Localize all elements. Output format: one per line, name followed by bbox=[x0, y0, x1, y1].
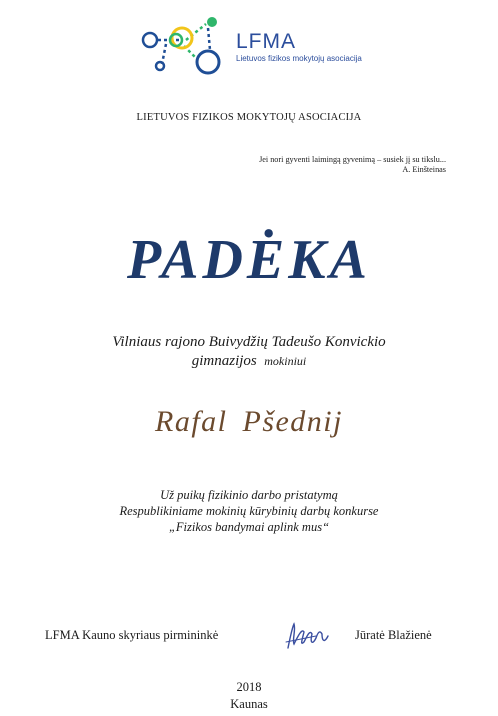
handwritten-signature bbox=[282, 618, 334, 658]
school-line-1: Vilniaus rajono Buivydžių Tadeušo Konvickio bbox=[112, 334, 386, 350]
recipient-name: Rafal Pšednij bbox=[155, 405, 343, 438]
signer-name: Jūratė Blažienė bbox=[355, 628, 432, 642]
school-line-2-small: mokiniui bbox=[264, 354, 307, 368]
logo-subtitle: Lietuvos fizikos mokytojų asociacija bbox=[236, 54, 362, 63]
reason-line-2: Respublikiniame mokinių kūrybinių darbų konkurse bbox=[119, 504, 379, 518]
school-line-2-main: gimnazijos bbox=[191, 353, 257, 369]
epigraph-quote: Jei nori gyventi laimingą gyvenimą – susiek jį su tikslu... bbox=[259, 155, 446, 164]
epigraph-author: A. Einšteinas bbox=[402, 165, 446, 174]
issue-year: 2018 bbox=[236, 680, 262, 694]
organization-name: LIETUVOS FIZIKOS MOKYTOJŲ ASOCIACIJA bbox=[136, 112, 362, 123]
certificate-title: PADĖKA bbox=[127, 229, 371, 291]
issue-city: Kaunas bbox=[230, 697, 268, 711]
school-line-2 bbox=[0, 353, 498, 370]
lfma-molecule-icon bbox=[136, 10, 236, 80]
reason-line-1: Už puikų fizikinio darbo pristatymą bbox=[160, 488, 338, 502]
logo-title: LFMA bbox=[236, 30, 297, 53]
signer-role: LFMA Kauno skyriaus pirmininkė bbox=[45, 628, 219, 642]
lfma-logo bbox=[136, 10, 376, 80]
reason-line-3: „Fizikos bandymai aplink mus“ bbox=[168, 520, 330, 534]
